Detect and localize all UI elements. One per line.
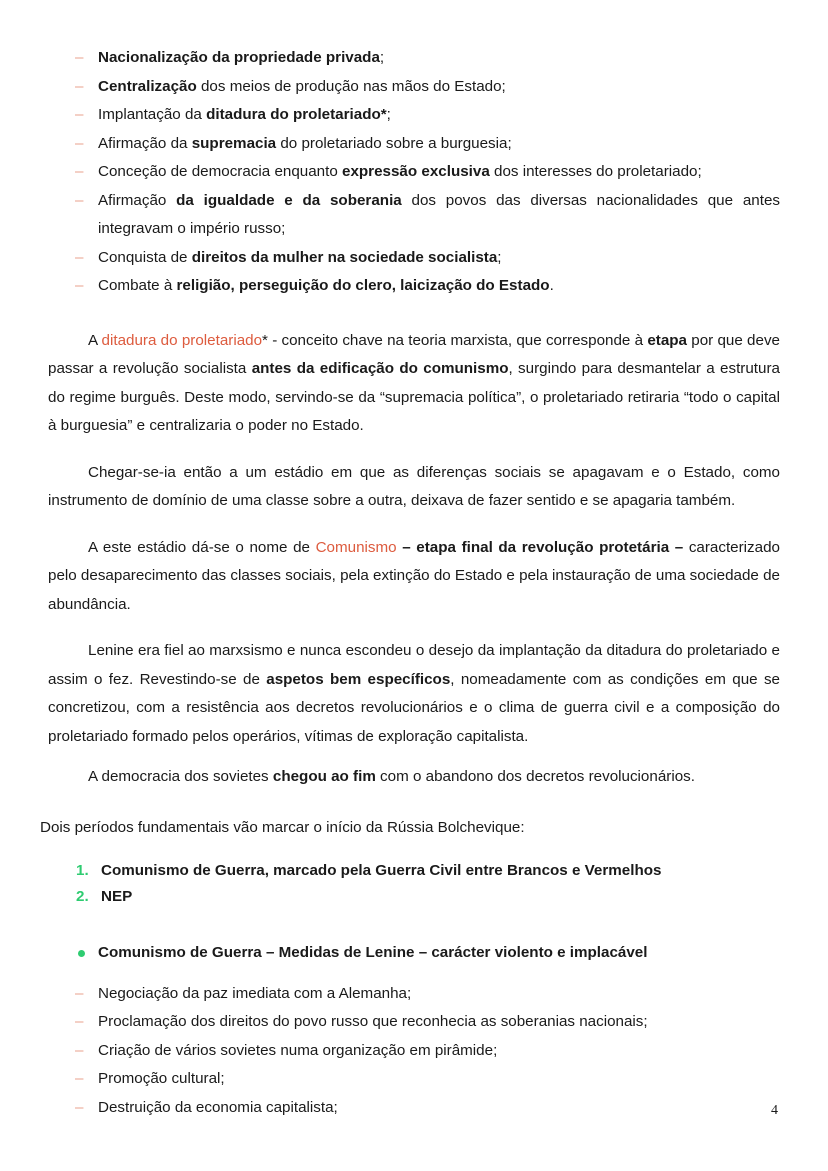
body-text: Implantação da <box>98 106 207 123</box>
document-body <box>40 44 780 1122</box>
list-item-label: Destruição da economia capitalista; <box>98 1098 338 1116</box>
numbered-list-item <box>48 858 780 884</box>
list-item <box>48 1065 780 1094</box>
list-item <box>48 1094 780 1123</box>
list-item <box>48 1008 780 1037</box>
dash-bullet-icon: – <box>75 77 84 95</box>
dash-bullet-icon: – <box>75 49 84 66</box>
numbered-list-item-label: NEP <box>101 887 133 905</box>
list-number-marker: 2. <box>76 887 89 905</box>
body-text: caracterizado pelo desaparecimento das classes sociais, pela extinção do Estado e pela instauração de uma sociedade de abundância. <box>48 538 780 613</box>
paragraph-dois-periodos <box>40 814 780 843</box>
body-text: do proletariado sobre a burguesia; <box>276 134 512 152</box>
paragraph-democracia <box>48 763 780 792</box>
body-text: A democracia dos sovietes <box>88 768 273 785</box>
dash-bullet-icon: – <box>75 134 84 152</box>
dash-bullet-icon: – <box>75 106 84 123</box>
body-text: dos interesses do proletariado; <box>489 163 702 180</box>
bold-text: direitos da mulher na sociedade socialista <box>191 248 498 266</box>
dash-bullet-icon: – <box>75 248 84 266</box>
numbered-list-item-label: Comunismo de Guerra, marcado pela Guerra Civil entre Brancos e Vermelhos <box>101 862 662 879</box>
bottom-section-heading-label: Comunismo de Guerra – Medidas de Lenine – carácter violento e implacável <box>98 944 648 961</box>
list-item <box>48 244 780 273</box>
paragraph-ditadura <box>48 327 780 441</box>
list-item <box>48 187 780 244</box>
body-text: Afirmação <box>98 191 177 209</box>
body-text: A <box>88 331 102 349</box>
paragraph-estadio <box>48 459 780 516</box>
bold-text: ditadura do proletariado* <box>206 106 387 123</box>
numbered-list-item <box>48 884 780 910</box>
list-item-label: Criação de vários sovietes numa organização em pirâmide; <box>98 1041 498 1059</box>
bottom-section-heading <box>48 939 780 968</box>
body-text: . <box>549 277 554 294</box>
body-text: Conquista de <box>98 248 192 266</box>
body-text: * - conceito chave na teoria marxista, que corresponde à <box>262 331 648 349</box>
body-text: A este estádio dá-se o nome de <box>88 538 316 556</box>
body-text: Dois períodos fundamentais vão marcar o início da Rússia Bolchevique: <box>40 818 525 836</box>
bottom-bullet-list <box>48 980 780 1123</box>
dash-bullet-icon: – <box>75 1041 84 1059</box>
paragraph-comunismo <box>48 534 780 620</box>
bold-text: supremacia <box>191 134 277 152</box>
body-text: Lenine era fiel ao marxsismo e nunca escondeu o desejo da implantação da ditadura do proletariado e assim o fez. Revestindo-se de <box>48 642 780 688</box>
bullet-dot-icon <box>78 950 85 957</box>
body-text: com o abandono dos decretos revolucionários. <box>375 768 695 785</box>
highlighted-text: ditadura do proletariado <box>101 331 263 349</box>
page-number: 4 <box>771 1103 778 1118</box>
numbered-list <box>48 858 780 909</box>
dash-bullet-icon: – <box>75 1098 84 1116</box>
dash-bullet-icon: – <box>75 191 84 209</box>
list-item <box>48 272 780 301</box>
top-bullet-list <box>48 44 780 301</box>
highlighted-text: Comunismo <box>315 538 397 556</box>
body-text: , nomeadamente com as condições em que se concretizou, com a resistência aos decretos revolucionários e o clima de guerra civil e a composição do proletariado formado pelos operários, vítimas de exploração capitalista. <box>48 670 780 745</box>
body-text: ; <box>497 248 502 266</box>
dash-bullet-icon: – <box>75 163 84 180</box>
list-item <box>48 1037 780 1066</box>
list-item <box>48 73 780 102</box>
dash-bullet-icon: – <box>75 1013 84 1030</box>
bold-text: etapa <box>647 331 688 349</box>
bold-text: expressão exclusiva <box>342 163 490 180</box>
bold-text: etapa final da revolução protetária – <box>416 538 684 556</box>
list-item <box>48 44 780 73</box>
body-text: Afirmação da <box>98 134 192 152</box>
list-item-label: Promoção cultural; <box>98 1070 225 1087</box>
dash-bullet-icon: – <box>75 1070 84 1087</box>
paragraph-lenine <box>48 637 780 751</box>
list-item <box>48 158 780 187</box>
bold-text: religião, perseguição do clero, laicização do Estado <box>176 277 550 294</box>
body-text: dos povos das diversas nacionalidades que antes integravam o império russo; <box>98 191 780 237</box>
body-text: Combate à <box>98 277 177 294</box>
bold-text: chegou ao fim <box>272 768 376 785</box>
body-text: Conceção de democracia enquanto <box>98 163 343 180</box>
body-text: por que deve passar a revolução socialista <box>48 331 780 377</box>
bold-text: da igualdade e da soberania <box>176 191 402 209</box>
list-item <box>48 101 780 130</box>
body-text: ; <box>379 49 385 66</box>
bold-text: – <box>396 538 417 556</box>
body-text: Chegar-se-ia então a um estádio em que as diferenças sociais se apagavam e o Estado, como instrumento de domínio de uma classe sobre a outra, deixava de fazer sentido e se apagaria também. <box>48 463 780 509</box>
list-item <box>48 130 780 159</box>
bold-text: antes da edificação do comunismo <box>251 360 509 377</box>
bold-text: Nacionalização da propriedade privada <box>98 49 380 66</box>
bold-text: aspetos bem específicos <box>266 670 451 688</box>
bold-text: Centralização <box>98 77 197 95</box>
body-text: dos meios de produção nas mãos do Estado; <box>196 77 506 95</box>
list-item-label: Proclamação dos direitos do povo russo que reconhecia as soberanias nacionais; <box>98 1013 648 1030</box>
body-text: ; <box>386 106 391 123</box>
list-number-marker: 1. <box>76 862 89 879</box>
body-text: , surgindo para desmantelar a estrutura do regime burguês. Deste modo, servindo-se da “supremacia política”, o proletariado retiraria “todo o capital à burguesia” e centralizaria o poder no Estado. <box>48 360 780 434</box>
dash-bullet-icon: – <box>75 277 84 294</box>
list-item <box>48 980 780 1009</box>
list-item-label: Negociação da paz imediata com a Alemanha; <box>98 984 412 1002</box>
dash-bullet-icon: – <box>75 984 84 1002</box>
